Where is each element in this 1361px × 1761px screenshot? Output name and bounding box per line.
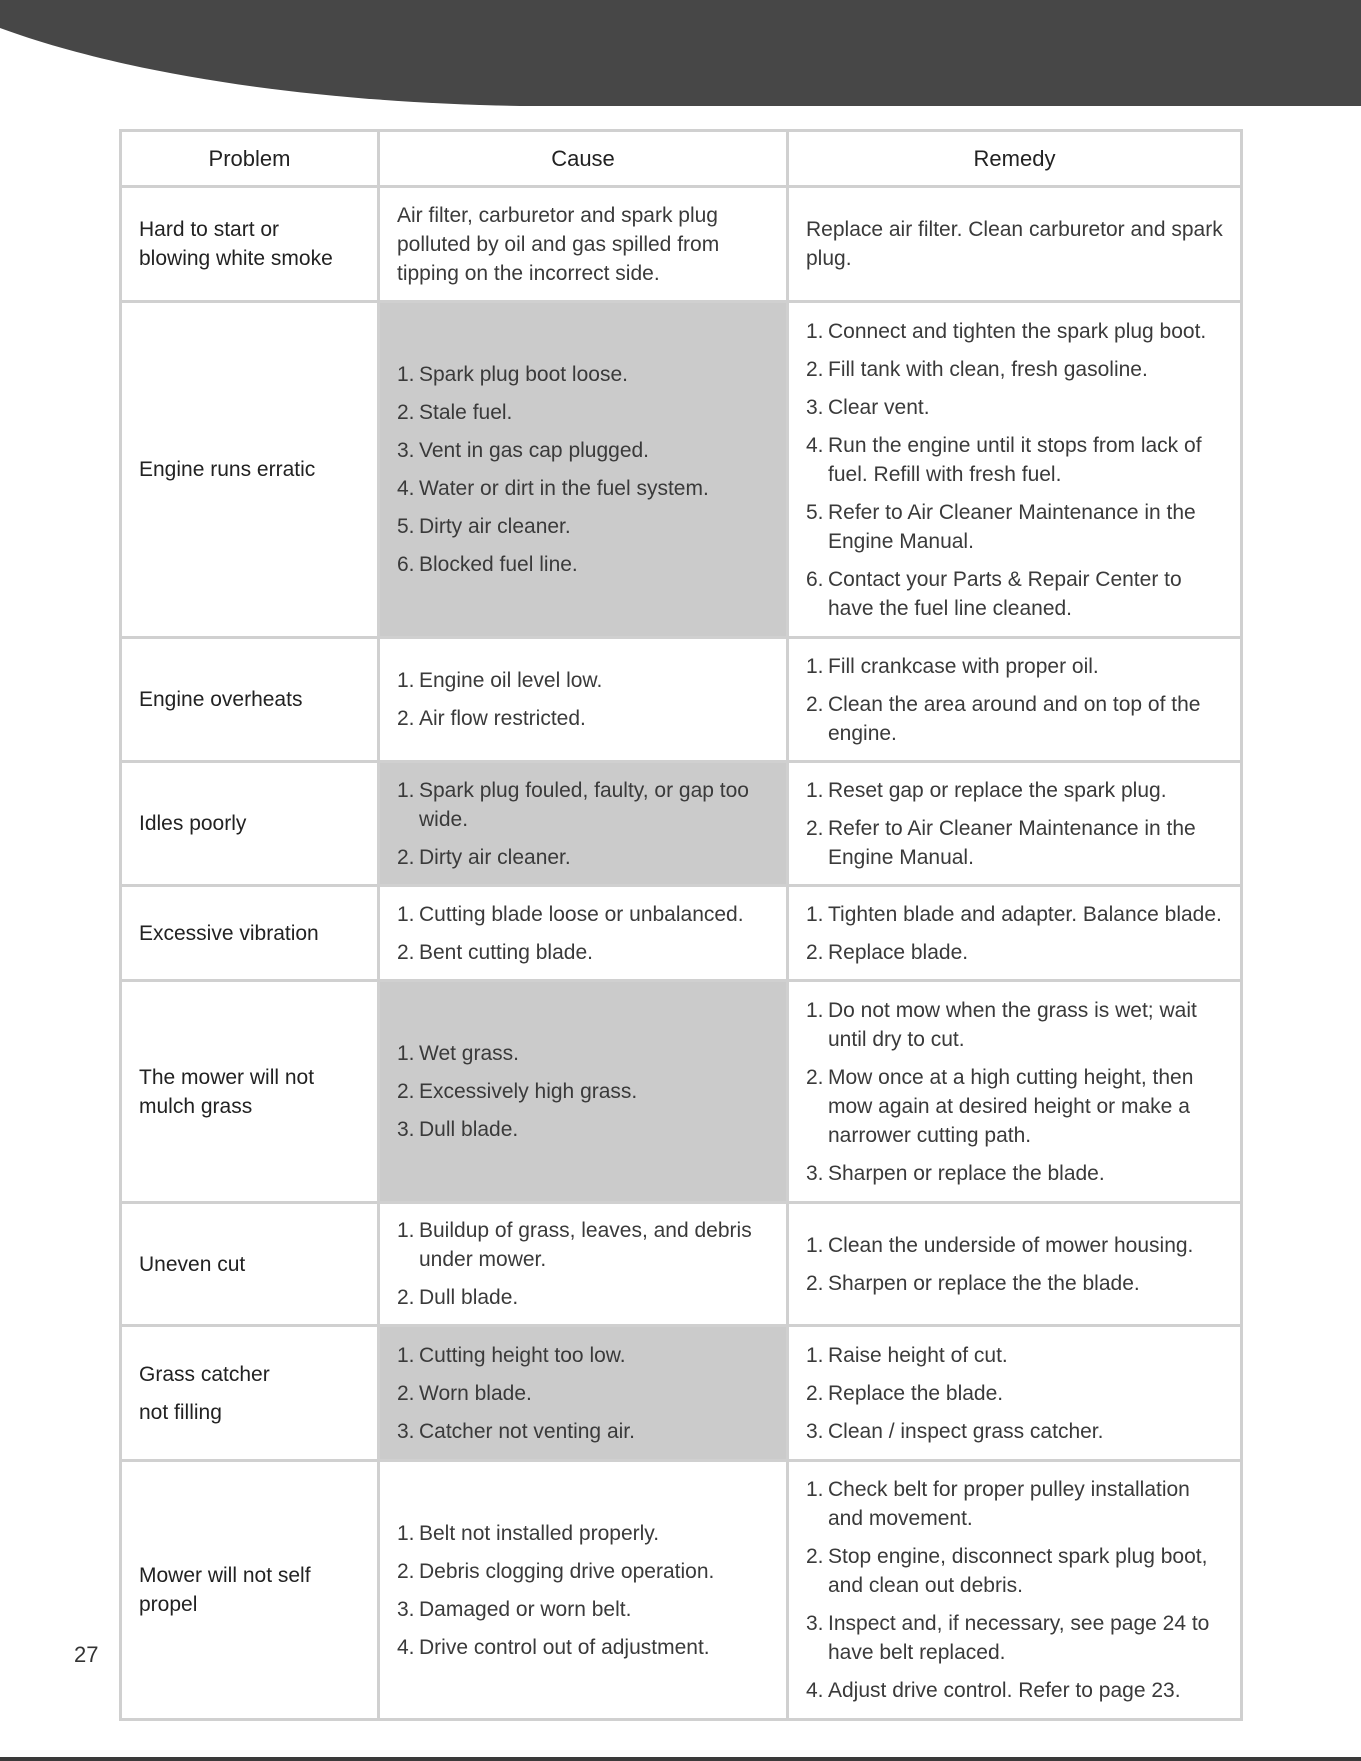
problem-cell <box>121 187 379 302</box>
item-text: Dull blade. <box>419 1286 519 1309</box>
item-number: 4. <box>397 477 415 500</box>
table-row <box>121 981 1242 1203</box>
item-text: Contact your Parts & Repair Center to have the fuel line cleaned. <box>828 567 1182 620</box>
item-number: 1. <box>397 1521 415 1545</box>
remedy-item <box>806 431 1226 489</box>
problem-cell <box>121 1326 379 1461</box>
numbered-list <box>397 776 772 872</box>
problem-cell <box>121 1203 379 1326</box>
numbered-list <box>806 1475 1226 1705</box>
table-header-row <box>121 131 1242 187</box>
remedy-cell <box>788 981 1242 1203</box>
cause-cell <box>379 187 788 302</box>
remedy-item <box>806 355 1226 384</box>
item-text: Wet grass. <box>419 1042 519 1065</box>
item-number: 4. <box>806 433 824 457</box>
problem-text: Idles poorly <box>139 812 247 835</box>
cause-item <box>397 474 772 503</box>
item-text: Replace blade. <box>828 940 969 964</box>
item-number: 5. <box>806 500 824 524</box>
item-text: Mow once at a high cutting height, then mow again at desired height or make a narrower cutting path. <box>828 1065 1194 1147</box>
cause-item <box>397 550 772 579</box>
item-text: Inspect and, if necessary, see page 24 to have belt replaced. <box>828 1612 1210 1664</box>
item-text: Excessively high grass. <box>419 1080 638 1103</box>
numbered-list <box>397 1519 772 1662</box>
item-text: Worn blade. <box>419 1381 532 1405</box>
item-text: Cutting blade loose or unbalanced. <box>419 902 744 926</box>
item-text: Sharpen or replace the the blade. <box>828 1271 1140 1295</box>
problem-text: Hard to start or <box>139 218 280 241</box>
remedy-item <box>806 1159 1226 1188</box>
problem-cell <box>121 302 379 638</box>
remedy-cell <box>788 187 1242 302</box>
remedy-item <box>806 1609 1226 1667</box>
remedy-item <box>806 938 1226 967</box>
page-number: 27 <box>74 1642 99 1667</box>
item-text: Stop engine, disconnect spark plug boot, and clean out debris. <box>828 1545 1208 1597</box>
item-text: Air flow restricted. <box>419 707 586 730</box>
item-number: 3. <box>806 1161 824 1185</box>
numbered-list <box>806 900 1226 967</box>
item-number: 1. <box>806 902 824 926</box>
numbered-list <box>397 1039 772 1144</box>
remedy-item <box>806 1379 1226 1408</box>
item-text: Check belt for proper pulley installation and movement. <box>828 1478 1190 1530</box>
item-number: 1. <box>397 778 415 802</box>
header-band <box>0 0 1361 106</box>
item-number: 2. <box>397 1559 415 1583</box>
remedy-item <box>806 393 1226 422</box>
item-text: Spark plug fouled, faulty, or gap too wide. <box>419 778 749 831</box>
numbered-list <box>397 1216 772 1312</box>
item-number: 3. <box>397 1597 415 1621</box>
problem-text: Excessive vibration <box>139 921 319 945</box>
item-text: Belt not installed properly. <box>419 1521 660 1545</box>
item-number: 2. <box>806 357 824 381</box>
problem-cell <box>121 886 379 981</box>
item-number: 1. <box>806 998 824 1022</box>
item-text: Stale fuel. <box>419 401 513 424</box>
table-row <box>121 187 1242 302</box>
item-text: Damaged or worn belt. <box>419 1597 632 1621</box>
item-text: Debris clogging drive operation. <box>419 1559 715 1583</box>
table-row <box>121 638 1242 762</box>
item-text: Run the engine until it stops from lack of fuel. Refill with fresh fuel. <box>828 433 1202 486</box>
troubleshooting-table <box>119 129 1243 1721</box>
problem-text: Engine runs erratic <box>139 458 316 481</box>
cause-item <box>397 938 772 967</box>
problem-text: Mower will not self <box>139 1564 311 1587</box>
remedy-item <box>806 776 1226 805</box>
remedy-item <box>806 317 1226 346</box>
cause-item <box>397 1077 772 1106</box>
bottom-rule <box>0 1757 1361 1761</box>
item-number: 2. <box>397 401 415 424</box>
header-problem: Problem <box>121 131 379 187</box>
header-cause: Cause <box>379 131 788 187</box>
item-number: 3. <box>806 1612 824 1635</box>
item-number: 2. <box>806 816 824 840</box>
item-text: Dirty air cleaner. <box>419 845 571 869</box>
item-number: 3. <box>397 439 415 462</box>
item-number: 1. <box>397 1042 415 1065</box>
cause-cell <box>379 762 788 886</box>
item-number: 2. <box>397 1080 415 1103</box>
cause-item <box>397 776 772 834</box>
item-number: 1. <box>397 902 415 926</box>
item-number: 2. <box>806 1065 824 1089</box>
problem-text: Engine overheats <box>139 688 303 711</box>
item-text: Clean the underside of mower housing. <box>828 1233 1194 1257</box>
item-text: Clear vent. <box>828 395 930 419</box>
cause-item <box>397 1595 772 1624</box>
item-text: Buildup of grass, leaves, and debris under mower. <box>419 1219 752 1271</box>
item-number: 3. <box>397 1118 415 1141</box>
item-number: 2. <box>806 1545 824 1568</box>
item-text: Clean the area around and on top of the engine. <box>828 692 1201 745</box>
problem-text: The mower will not <box>139 1065 315 1089</box>
cause-item <box>397 1633 772 1662</box>
remedy-cell <box>788 762 1242 886</box>
header-remedy: Remedy <box>788 131 1242 187</box>
numbered-list <box>806 1341 1226 1446</box>
numbered-list <box>806 1231 1226 1298</box>
cause-item <box>397 1039 772 1068</box>
remedy-item <box>806 1676 1226 1705</box>
remedy-item <box>806 814 1226 872</box>
problem-cell <box>121 1461 379 1720</box>
item-text: Fill crankcase with proper oil. <box>828 654 1099 678</box>
item-text: Raise height of cut. <box>828 1343 1008 1367</box>
cause-item <box>397 843 772 872</box>
item-text: Spark plug boot loose. <box>419 363 628 386</box>
remedy-item <box>806 1417 1226 1446</box>
cause-item <box>397 1417 772 1446</box>
remedy-item <box>806 652 1226 681</box>
numbered-list <box>806 776 1226 872</box>
remedy-item <box>806 1542 1226 1600</box>
table-row <box>121 1326 1242 1461</box>
item-number: 6. <box>397 553 415 576</box>
item-text: Dirty air cleaner. <box>419 515 571 538</box>
cause-item <box>397 1379 772 1408</box>
remedy-item <box>806 1269 1226 1298</box>
cause-item <box>397 1283 772 1312</box>
remedy-item <box>806 1341 1226 1370</box>
item-text: Adjust drive control. Refer to page 23. <box>828 1679 1181 1702</box>
item-number: 1. <box>806 778 824 802</box>
numbered-list <box>397 1341 772 1446</box>
problem-text: propel <box>139 1593 198 1616</box>
item-number: 1. <box>806 1343 824 1367</box>
remedy-item <box>806 996 1226 1054</box>
cause-item <box>397 1216 772 1274</box>
numbered-list <box>397 900 772 967</box>
item-number: 4. <box>397 1635 415 1659</box>
remedy-cell <box>788 1326 1242 1461</box>
problem-text: not filling <box>139 1400 222 1424</box>
cause-item <box>397 1519 772 1548</box>
item-text: Fill tank with clean, fresh gasoline. <box>828 357 1148 381</box>
problem-text: Uneven cut <box>139 1252 246 1276</box>
item-text: Dull blade. <box>419 1118 519 1141</box>
cause-cell <box>379 1326 788 1461</box>
item-number: 1. <box>806 319 824 343</box>
item-number: 2. <box>397 1286 415 1309</box>
remedy-item <box>806 1231 1226 1260</box>
cause-item <box>397 360 772 389</box>
item-text: Drive control out of adjustment. <box>419 1635 710 1659</box>
problem-text: mulch grass <box>139 1094 253 1118</box>
numbered-list <box>806 652 1226 748</box>
item-number: 1. <box>397 363 415 386</box>
item-text: Water or dirt in the fuel system. <box>419 477 709 500</box>
item-number: 1. <box>397 1343 415 1367</box>
problem-cell <box>121 762 379 886</box>
item-text: Catcher not venting air. <box>419 1419 635 1443</box>
cause-cell <box>379 638 788 762</box>
cause-cell <box>379 1461 788 1720</box>
problem-cell <box>121 638 379 762</box>
remedy-item <box>806 690 1226 748</box>
item-number: 2. <box>806 692 824 716</box>
item-number: 2. <box>806 940 824 964</box>
item-number: 2. <box>397 1381 415 1405</box>
item-number: 3. <box>397 1419 415 1443</box>
item-text: Cutting height too low. <box>419 1343 626 1367</box>
item-number: 2. <box>806 1381 824 1405</box>
cause-item <box>397 666 772 695</box>
table-row <box>121 302 1242 638</box>
item-number: 3. <box>806 395 824 419</box>
remedy-item <box>806 565 1226 623</box>
item-text: Clean / inspect grass catcher. <box>828 1419 1104 1443</box>
cause-item <box>397 704 772 733</box>
item-text: Tighten blade and adapter. Balance blade. <box>828 902 1222 926</box>
item-text: Blocked fuel line. <box>419 553 578 576</box>
cause-text: Air filter, carburetor and spark plug polluted by oil and gas spilled from tipping on the incorrect side. <box>397 203 720 285</box>
item-number: 5. <box>397 515 415 538</box>
problem-text: blowing white smoke <box>139 247 333 270</box>
cause-item <box>397 436 772 465</box>
cause-item <box>397 398 772 427</box>
item-text: Do not mow when the grass is wet; wait until dry to cut. <box>828 998 1197 1051</box>
numbered-list <box>397 360 772 579</box>
item-number: 2. <box>397 845 415 869</box>
item-number: 2. <box>806 1271 824 1295</box>
remedy-item <box>806 900 1226 929</box>
cause-item <box>397 900 772 929</box>
cause-item <box>397 512 772 541</box>
item-number: 2. <box>397 707 415 730</box>
cause-item <box>397 1557 772 1586</box>
item-number: 1. <box>397 1219 415 1242</box>
numbered-list <box>806 317 1226 623</box>
item-number: 1. <box>397 669 415 692</box>
item-text: Connect and tighten the spark plug boot. <box>828 319 1207 343</box>
cause-cell <box>379 886 788 981</box>
remedy-cell <box>788 638 1242 762</box>
cause-cell <box>379 302 788 638</box>
cause-cell <box>379 1203 788 1326</box>
remedy-cell <box>788 886 1242 981</box>
remedy-cell <box>788 1461 1242 1720</box>
item-text: Sharpen or replace the blade. <box>828 1161 1105 1185</box>
table-row <box>121 762 1242 886</box>
item-text: Bent cutting blade. <box>419 940 593 964</box>
cause-item <box>397 1115 772 1144</box>
numbered-list <box>397 666 772 733</box>
item-number: 6. <box>806 567 824 591</box>
item-text: Replace the blade. <box>828 1381 1004 1405</box>
remedy-item <box>806 1063 1226 1150</box>
numbered-list <box>806 996 1226 1188</box>
remedy-cell <box>788 1203 1242 1326</box>
item-number: 1. <box>806 654 824 678</box>
item-text: Reset gap or replace the spark plug. <box>828 778 1167 802</box>
remedy-cell <box>788 302 1242 638</box>
table-row <box>121 1203 1242 1326</box>
table-row <box>121 886 1242 981</box>
cause-item <box>397 1341 772 1370</box>
table-row <box>121 1461 1242 1720</box>
item-text: Engine oil level low. <box>419 669 603 692</box>
item-number: 1. <box>806 1233 824 1257</box>
item-text: Refer to Air Cleaner Maintenance in the Engine Manual. <box>828 816 1196 869</box>
item-text: Refer to Air Cleaner Maintenance in the Engine Manual. <box>828 500 1196 553</box>
item-number: 4. <box>806 1679 824 1702</box>
item-number: 1. <box>806 1478 824 1501</box>
item-text: Vent in gas cap plugged. <box>419 439 650 462</box>
problem-cell <box>121 981 379 1203</box>
remedy-text: Replace air filter. Clean carburetor and spark plug. <box>806 218 1223 270</box>
problem-text: Grass catcher <box>139 1362 270 1386</box>
item-number: 3. <box>806 1419 824 1443</box>
remedy-item <box>806 498 1226 556</box>
remedy-item <box>806 1475 1226 1533</box>
item-number: 2. <box>397 940 415 964</box>
cause-cell <box>379 981 788 1203</box>
